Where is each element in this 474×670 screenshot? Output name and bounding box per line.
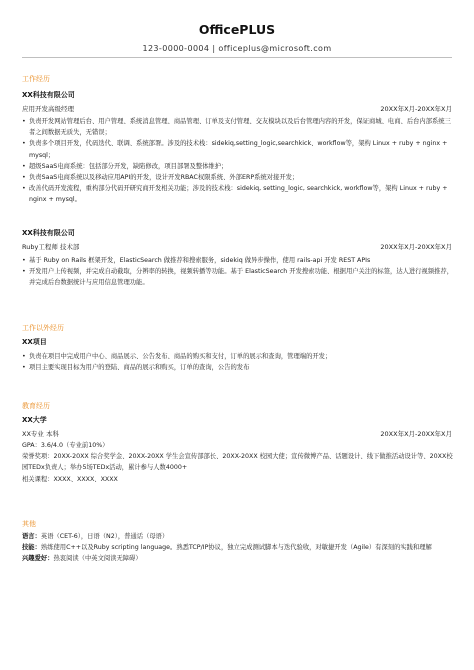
list-item: • 超级SaaS电商系统：包括部分开发，缺陷修改，项目部署及整体维护； (22, 161, 454, 172)
education-period: 20XX年X月-20XX年X月 (380, 430, 452, 438)
language-value: 英语（CET-6），日语（N2），普通话（母语） (40, 533, 169, 540)
project-bullets (22, 351, 454, 373)
education-details (22, 440, 454, 485)
honors: 荣誉奖项：20XX-20XX 综合奖学金、20XX-20XX 学生会宣传部部长、20XX-20XX 校园大使；宣传微博产品、话题设计、线下做推活动设计等、20XX校园TEDx负责人；举办5场TEDx活动，累计参与人数4000+ (22, 453, 453, 472)
education-meta (22, 429, 452, 438)
job2-role: Ruby工程师 技术部 (22, 243, 80, 251)
project-name: XX项目 (22, 338, 47, 346)
job2-period: 20XX年X月-20XX年X月 (380, 243, 452, 251)
job1-period: 20XX年X月-20XX年X月 (380, 105, 452, 113)
list-item: • 负责多个项目开发，代码迭代、联调、系统部署。涉及的技术栈：sidekiq,setting_logic,searchkick、workflow等，架构 Linux + ruby + nginx + mysql； (22, 138, 454, 160)
list-item: • 项目主要实现目标为用户的登陆、商品的展示和购买，订单的查询，公告的发布 (22, 362, 454, 373)
list-item: • 基于 Ruby on Rails 框架开发，ElasticSearch 做推荐和搜索服务，sidekiq 做异步操作，使用 rails-api 开发 REST APIs (22, 255, 454, 266)
language-line (22, 531, 454, 542)
education-section-title: 教育经历 (22, 402, 50, 410)
skills-section-title: 其他 (22, 520, 36, 528)
job1-role: 应用开发高级经理 (22, 105, 74, 113)
gpa: GPA：3.6/4.0（专业前10%） (22, 442, 109, 449)
job1-company: XX科技有限公司 (22, 91, 75, 99)
hobby-label: 兴趣爱好： (22, 555, 54, 563)
work-section-title: 工作经历 (22, 75, 50, 83)
hobby-value: 热衷阅读（中英文阅读无障碍） (53, 555, 142, 563)
job1-bullets (22, 116, 454, 206)
job2-company: XX科技有限公司 (22, 229, 75, 237)
extra-section-title: 工作以外经历 (22, 324, 64, 332)
list-item: • 改善代码开发流程，重构部分代码开研究商开发相关功能；涉及的技术栈：sidekiq, setting_logic, searchkick, workflow等，架构 Linux + ruby + nginx + mysql。 (22, 183, 454, 205)
language-label: 语言： (22, 533, 41, 540)
tech-label: 技能： (22, 544, 41, 552)
major: XX专业 本科 (22, 430, 59, 438)
list-item: • 负责在项目中完成用户中心、商品展示、公告发布、商品的购买和支付，订单的展示和查询，管理端的开发； (22, 351, 454, 362)
list-item: • 负责SaaS电商系统以及移动应用API的开发，设计开发RBAC权限系统、外部ERP系统对接开发； (22, 172, 454, 183)
hobby-line (22, 553, 454, 564)
job1-meta (22, 104, 452, 113)
header-divider (22, 57, 452, 58)
list-item: • 开发用户上传视频，并完成自动截取，分辨率的转换，视频转播等功能。基于 ElasticSearch 开发搜索功能、根据用户关注的标签，达人进行视频推荐，并完成后台数据统计与应用信息管理功能。 (22, 266, 454, 288)
job2-bullets (22, 255, 454, 289)
job2-meta (22, 242, 452, 251)
list-item: • 负责开发网站管理后台、用户管理、系统消息管理、商品管理、订单及支付管理、交友模块以及后台管理内容的开发，保证商城、电商、后台内部系统三者之间数据无质失，无错误； (22, 116, 454, 138)
tech-value: 熟练使用C++以及Ruby scripting language。熟悉TCP/IP协议，独立完成测试脚本与迭代验收，对敏捷开发（Agile）有深刻的实践和理解 (40, 544, 432, 552)
courses: 相关课程：XXXX、XXXX、XXXX (22, 475, 118, 483)
tech-line (22, 542, 454, 553)
contact-info: 123-0000-0004 | officeplus@microsoft.com (142, 44, 332, 53)
resume-name: OfficePLUS (198, 22, 276, 37)
skills-details (22, 531, 454, 565)
school-name: XX大学 (22, 416, 47, 424)
